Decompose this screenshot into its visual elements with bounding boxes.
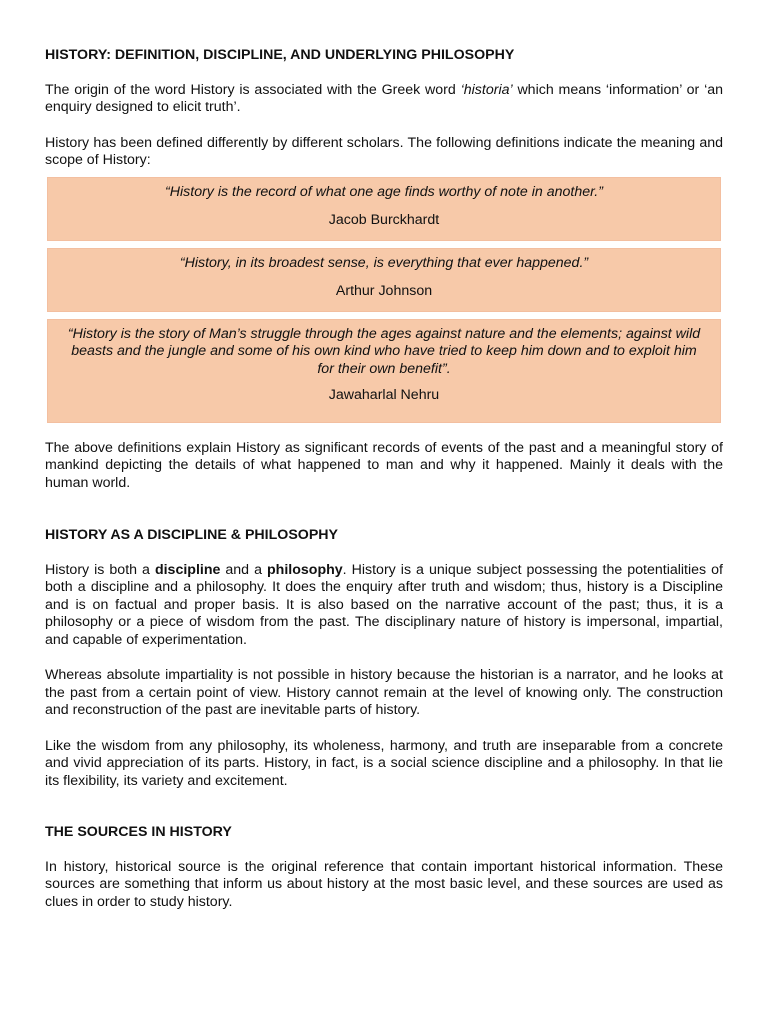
origin-text-end: which means ‘information’ or ‘an enquiry designed to elicit truth’. (45, 81, 723, 115)
discipline-text-c: and a (220, 561, 267, 578)
section-title-definition: HISTORY: DEFINITION, DISCIPLINE, AND UNDERLYING PHILOSOPHY (45, 47, 515, 63)
quote-author: Jacob Burckhardt (328, 212, 440, 228)
section-title-sources: THE SOURCES IN HISTORY (45, 824, 232, 840)
quote-text: “History is the record of what one age finds worthy of note in another.” (165, 183, 603, 200)
origin-paragraph (45, 82, 723, 117)
wisdom-paragraph: Like the wisdom from any philosophy, its wholeness, harmony, and truth are inseparable from a concrete and vivid appreciation of its parts. History, in fact, is a social science discipline and a philosophy. In that lie its flexibility, its variety and excitement. (45, 737, 723, 789)
discipline-text-a: History is both a (45, 561, 155, 578)
sources-paragraph: In history, historical source is the original reference that contain important historical information. These sources are something that inform us about history at the most basic level, and these sources are used as clues in order to study history. (45, 858, 723, 910)
philosophy-term: philosophy (267, 561, 343, 578)
impartiality-paragraph: Whereas absolute impartiality is not possible in history because the historian is a narrator, and he looks at the past from a certain point of view. History cannot remain at the level of knowing only. The construction and reconstruction of the past are inevitable parts of history. (45, 667, 723, 718)
quote-text: “History is the story of Man’s struggle through the ages against nature and the elements; against wild beasts and the jungle and some of his own kind who have tried to keep him down and to exploit him for their own benefit”. (67, 325, 701, 377)
quote-text: “History, in its broadest sense, is everything that ever happened.” (179, 254, 589, 271)
discipline-term: discipline (154, 561, 221, 578)
discipline-paragraph (45, 562, 723, 650)
quote-box-johnson (47, 248, 721, 312)
origin-text-start: The origin of the word History is associated with the Greek word (45, 81, 461, 98)
quote-box-burckhardt (47, 177, 721, 241)
definitions-intro-paragraph: History has been defined differently by different scholars. The following definitions indicate the meaning and scope of History: (45, 134, 723, 168)
definitions-summary-paragraph: The above definitions explain History as significant records of events of the past and a meaningful story of mankind depicting the details of what happened to man and why it happened. Mainly it deals with the human world. (45, 439, 723, 491)
origin-greek-term: ‘historia’ (460, 81, 513, 98)
discipline-text-e: . History is a unique subject possessing the potentialities of both a discipline and a philosophy. It does the enquiry after truth and wisdom; thus, history is a Discipline and is on factual and proper basis. It is also based on the narrative account of the past; thus, it is a philosophy or a piece of wisdom from the past. The disciplinary nature of history is impersonal, impartial, and capable of experimentation. (45, 561, 723, 648)
quote-author: Jawaharlal Nehru (328, 387, 440, 403)
section-title-discipline-philosophy: HISTORY AS A DISCIPLINE & PHILOSOPHY (45, 527, 338, 543)
quote-box-nehru (47, 319, 721, 423)
quote-author: Arthur Johnson (335, 283, 433, 299)
